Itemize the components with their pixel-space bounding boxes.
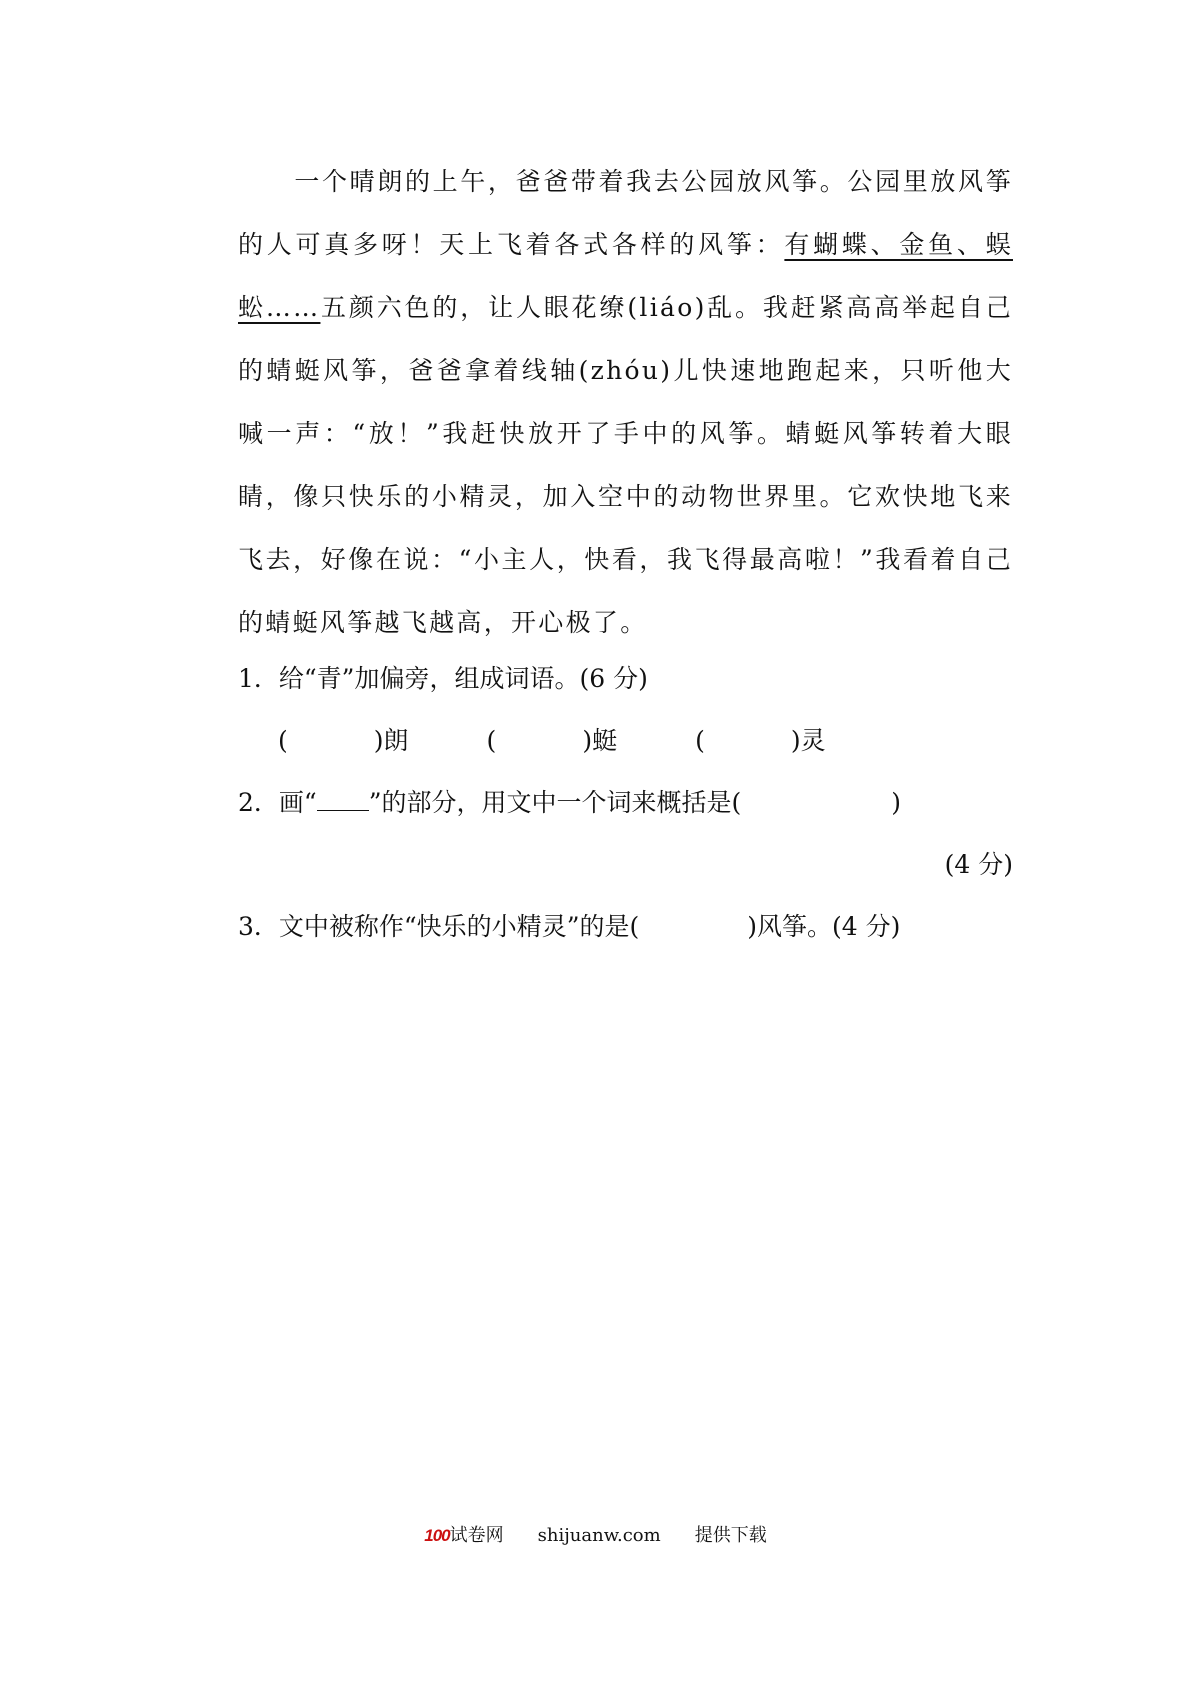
page-footer — [0, 1521, 1191, 1547]
question-1: 1．给“青”加偏旁，组成词语。(6 分) — [238, 664, 648, 693]
site-url: shijuanw.com — [537, 1525, 661, 1546]
passage-text-part1: 一个晴朗的上午，爸爸带着我去公园放风筝。公园里放风筝的人可真多呀！天上飞着各式各样的风筝： — [238, 167, 1013, 259]
question-2-close: ) — [891, 788, 901, 817]
underlined-phrase: 有蝴蝶、金鱼、蜈蚣…… — [238, 230, 1013, 322]
blank-word-2: 蜓 — [592, 726, 618, 755]
question-3-prefix: 3．文中被称作“快乐的小精灵”的是( — [238, 912, 640, 941]
reading-passage — [238, 150, 1013, 654]
question-2 — [238, 783, 901, 823]
question-2-score: (4 分) — [944, 850, 1013, 879]
passage-paragraph — [238, 150, 1013, 654]
question-2-suffix: ”的部分，用文中一个词来概括是( — [368, 788, 742, 817]
blank-word-1: 朗 — [383, 726, 409, 755]
blank-word-3: 灵 — [800, 726, 826, 755]
underline-sample — [317, 788, 369, 811]
question-3-suffix: )风筝。(4 分) — [747, 912, 901, 941]
question-3 — [238, 907, 900, 947]
question-2-prefix: 2．画“ — [238, 788, 317, 817]
passage-text-part2: 五颜六色的，让人眼花缭(liáo)乱。我赶紧高高举起自己的蜻蜓风筝，爸爸拿着线轴(zhóu)儿快速地跑起来，只听他大喊一声：“放！”我赶快放开了手中的风筝。蜻蜓风筝转着大眼睛，像只快乐的小精灵，加入空中的动物世界里。它欢快地飞来飞去，好像在说：“小主人，快看，我飞得最高啦！”我看着自己的蜻蜓风筝越飞越高，开心极了。 — [238, 293, 1013, 637]
site-logo-text: 试卷网 — [449, 1525, 504, 1546]
site-logo-number: 100 — [424, 1526, 450, 1545]
download-note: 提供下载 — [694, 1525, 767, 1546]
question-1-blanks: ( )朗 ( )蜓 ( )灵 — [278, 726, 826, 755]
